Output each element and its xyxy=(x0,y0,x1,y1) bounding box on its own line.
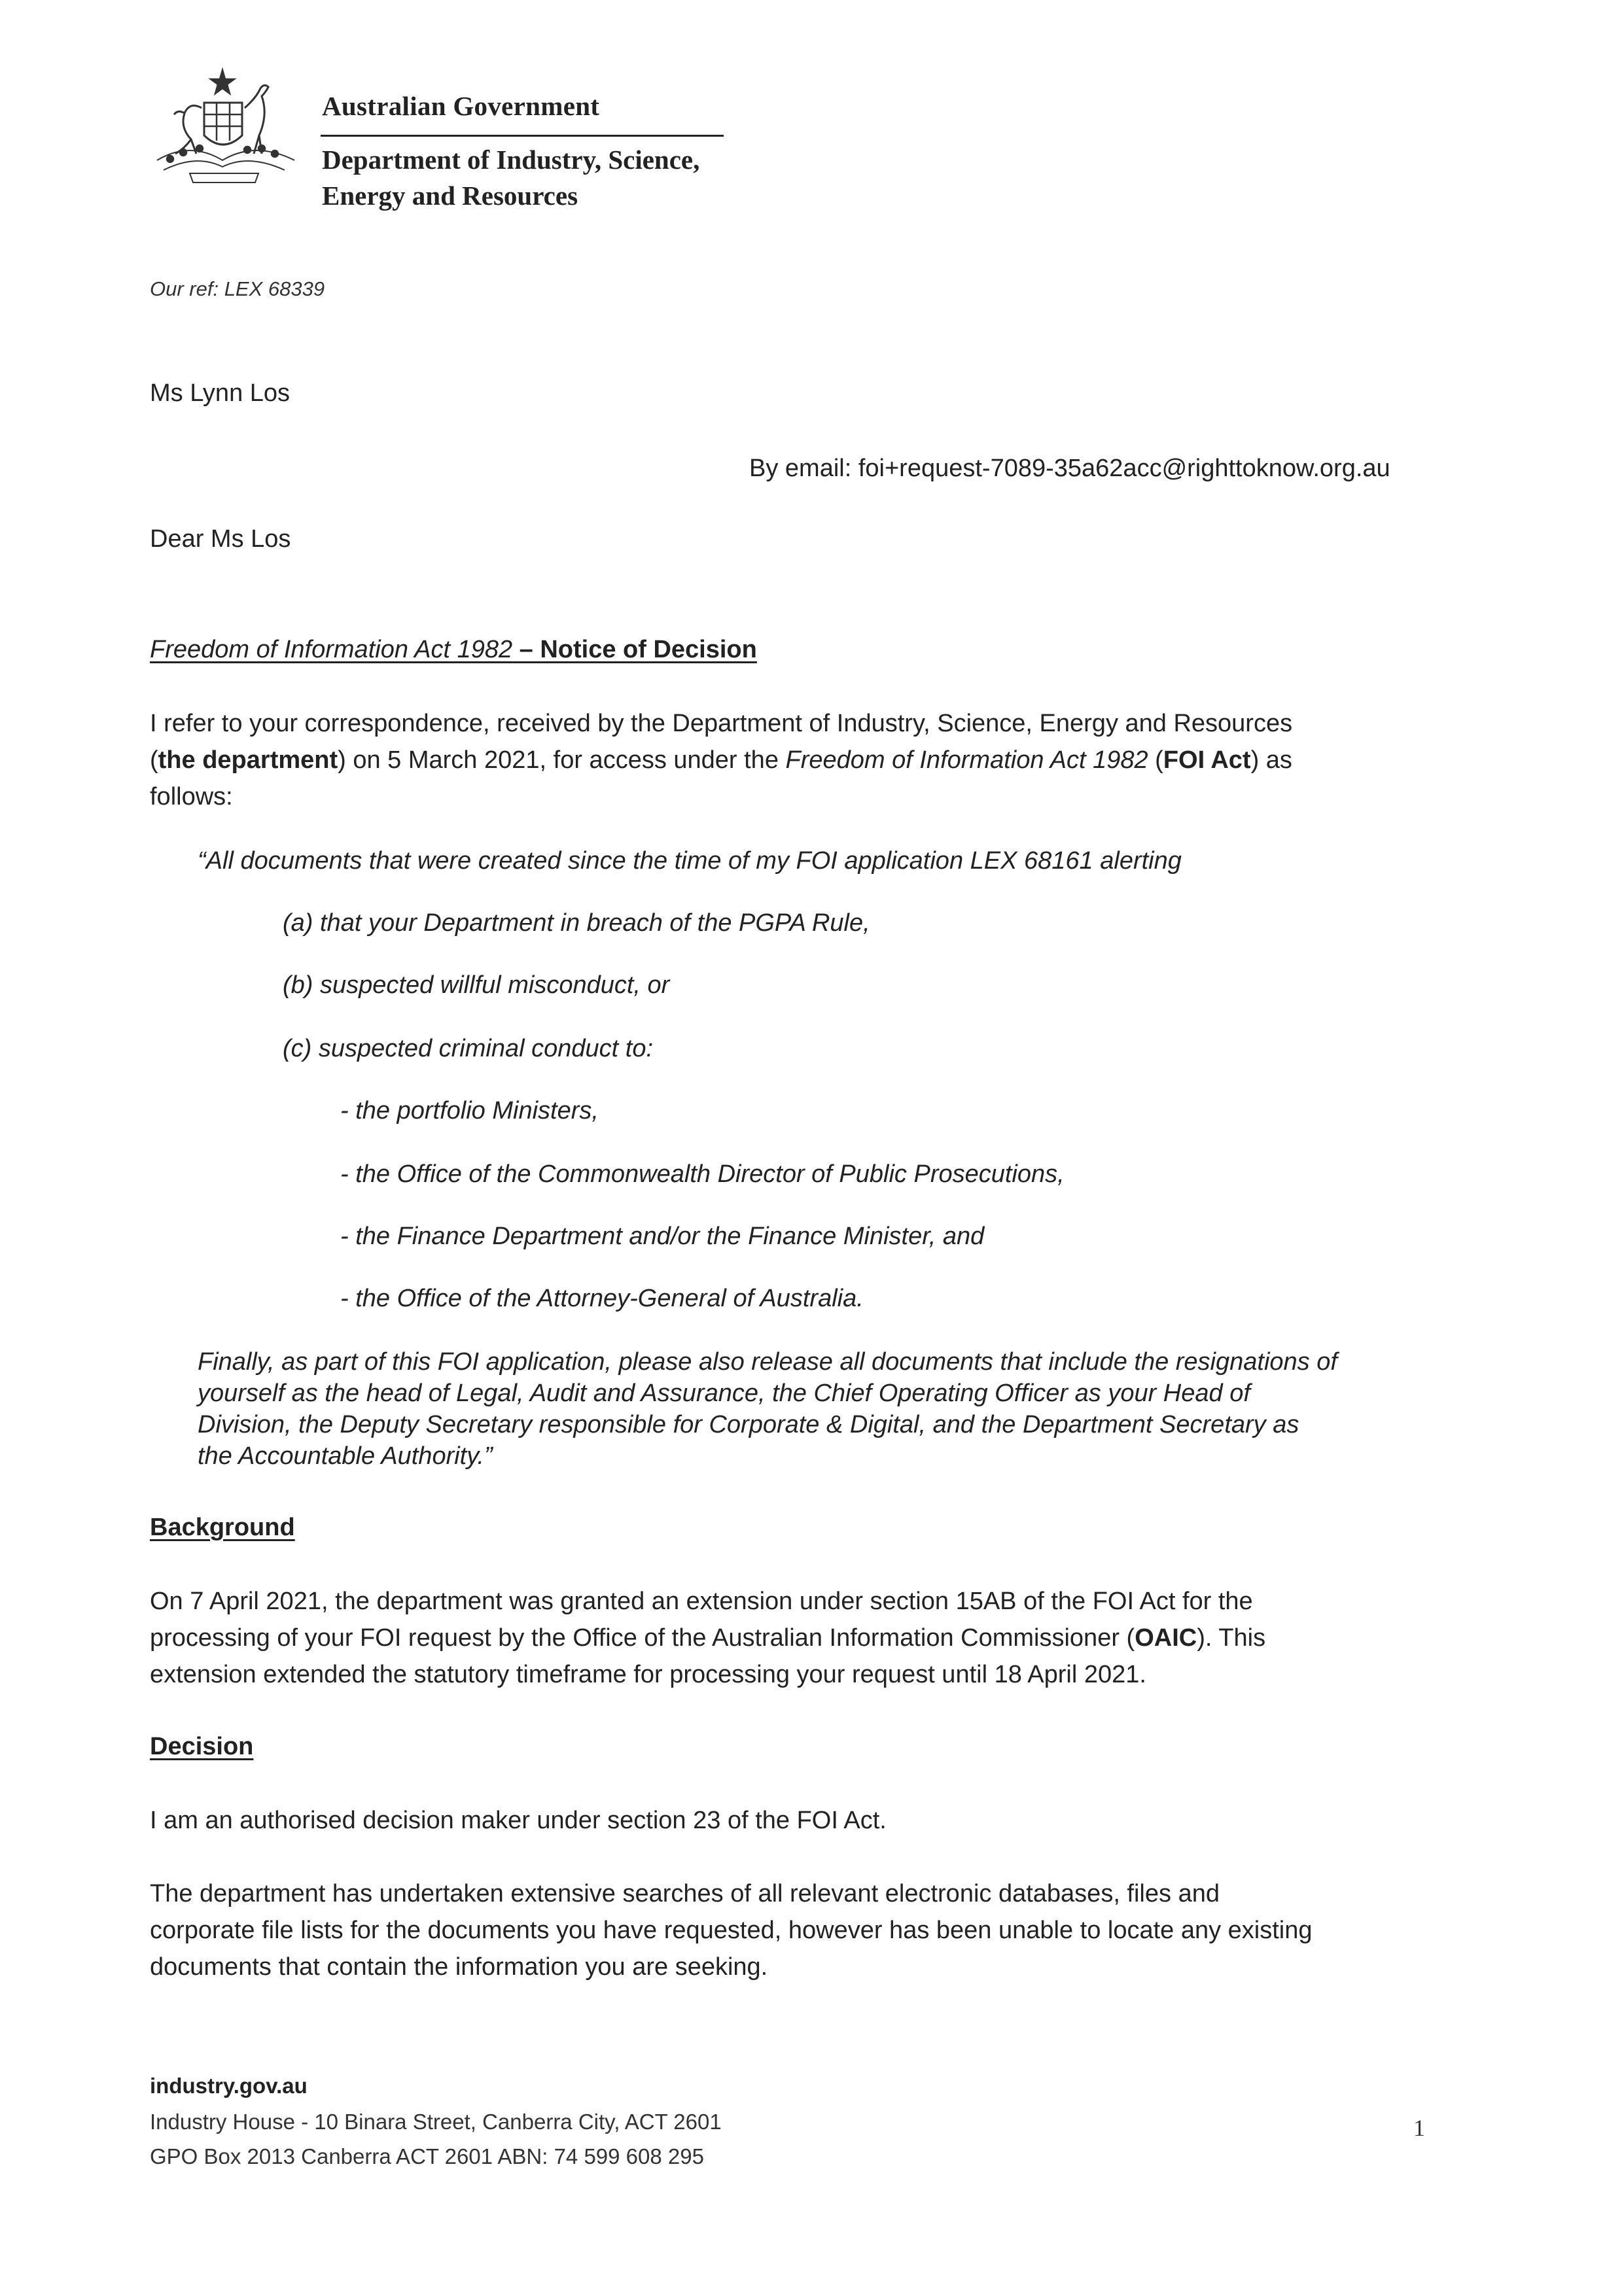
intro-line-3: follows: xyxy=(150,783,233,810)
subject-heading xyxy=(150,631,757,668)
request-recipient-4: - the Office of the Attorney-General of Australia. xyxy=(340,1285,864,1312)
salutation: Dear Ms Los xyxy=(150,525,291,553)
defined-term-department: the department xyxy=(158,746,338,774)
government-name: Australian Government xyxy=(322,91,600,121)
act-title: Freedom of Information Act 1982 xyxy=(785,746,1148,774)
intro-line-2: (the department) on 5 March 2021, for access under the Freedom of Information Act 1982 (FOI Act) as xyxy=(150,746,1292,774)
request-final-line-4: the Accountable Authority.” xyxy=(198,1442,493,1470)
background-heading: Background xyxy=(150,1514,295,1541)
our-reference: Our ref: LEX 68339 xyxy=(150,277,325,300)
background-line-3: extension extended the statutory timeframe for processing your request until 18 April 2021. xyxy=(150,1661,1146,1688)
decision-line-2: corporate file lists for the documents you have requested, however has been unable to locate any existing xyxy=(150,1917,1313,1944)
footer-po-box: GPO Box 2013 Canberra ACT 2601 ABN: 74 599 608 295 xyxy=(150,2144,704,2168)
decision-paragraph-1: I am an authorised decision maker under section 23 of the FOI Act. xyxy=(150,1807,887,1834)
request-item-b: (b) suspected willful misconduct, or xyxy=(283,971,670,999)
request-final-line-1: Finally, as part of this FOI application, please also release all documents that include the resignations of xyxy=(198,1348,1337,1376)
request-item-c: (c) suspected criminal conduct to: xyxy=(283,1035,654,1062)
decision-paragraph-2 xyxy=(150,1875,1498,1985)
letterhead-divider xyxy=(321,135,724,137)
page-number: 1 xyxy=(1413,2115,1425,2141)
defined-term-oaic: OAIC xyxy=(1135,1624,1197,1652)
background-line-1: On 7 April 2021, the department was granted an extension under section 15AB of the FOI Act for the xyxy=(150,1588,1253,1615)
email-line xyxy=(749,450,1390,487)
footer-website: industry.gov.au xyxy=(150,2074,308,2098)
background-line-2: processing of your FOI request by the Office of the Australian Information Commissioner (OAIC). This xyxy=(150,1624,1266,1652)
request-recipient-3: - the Finance Department and/or the Finance Minister, and xyxy=(340,1223,985,1250)
intro-line-1: I refer to your correspondence, received by the Department of Industry, Science, Energy and Resources xyxy=(150,710,1293,737)
decision-heading: Decision xyxy=(150,1733,254,1760)
request-recipient-1: - the portfolio Ministers, xyxy=(340,1097,599,1124)
subject-notice: – Notice of Decision xyxy=(512,636,757,663)
request-recipient-2: - the Office of the Commonwealth Director of Public Prosecutions, xyxy=(340,1160,1065,1188)
department-name-line-1: Department of Industry, Science, xyxy=(322,145,700,175)
decision-line-1: The department has undertaken extensive searches of all relevant electronic databases, files and xyxy=(150,1880,1220,1907)
background-paragraph xyxy=(150,1583,1498,1693)
request-final-line-2: yourself as the head of Legal, Audit and Assurance, the Chief Operating Officer as your Head of xyxy=(198,1380,1250,1407)
recipient-name: Ms Lynn Los xyxy=(150,379,291,407)
australian-coat-of-arms-icon xyxy=(144,62,308,186)
defined-term-foi-act: FOI Act xyxy=(1163,746,1251,774)
subject-act-title: Freedom of Information Act 1982 xyxy=(150,636,513,663)
email-address: foi+request-7089-35a62acc@righttoknow.org.au xyxy=(858,455,1390,482)
decision-line-3: documents that contain the information you are seeking. xyxy=(150,1953,768,1981)
request-quote-lead: “All documents that were created since the time of my FOI application LEX 68161 alerting xyxy=(198,847,1182,875)
intro-paragraph xyxy=(150,705,1498,815)
email-label: By email: xyxy=(749,455,852,482)
request-final-line-3: Division, the Deputy Secretary responsible for Corporate & Digital, and the Department Secretary as xyxy=(198,1411,1299,1438)
footer-address: Industry House - 10 Binara Street, Canberra City, ACT 2601 xyxy=(150,2110,722,2134)
request-item-a: (a) that your Department in breach of the PGPA Rule, xyxy=(283,909,870,937)
request-final-paragraph xyxy=(198,1346,1506,1472)
department-name-line-2: Energy and Resources xyxy=(322,181,578,211)
